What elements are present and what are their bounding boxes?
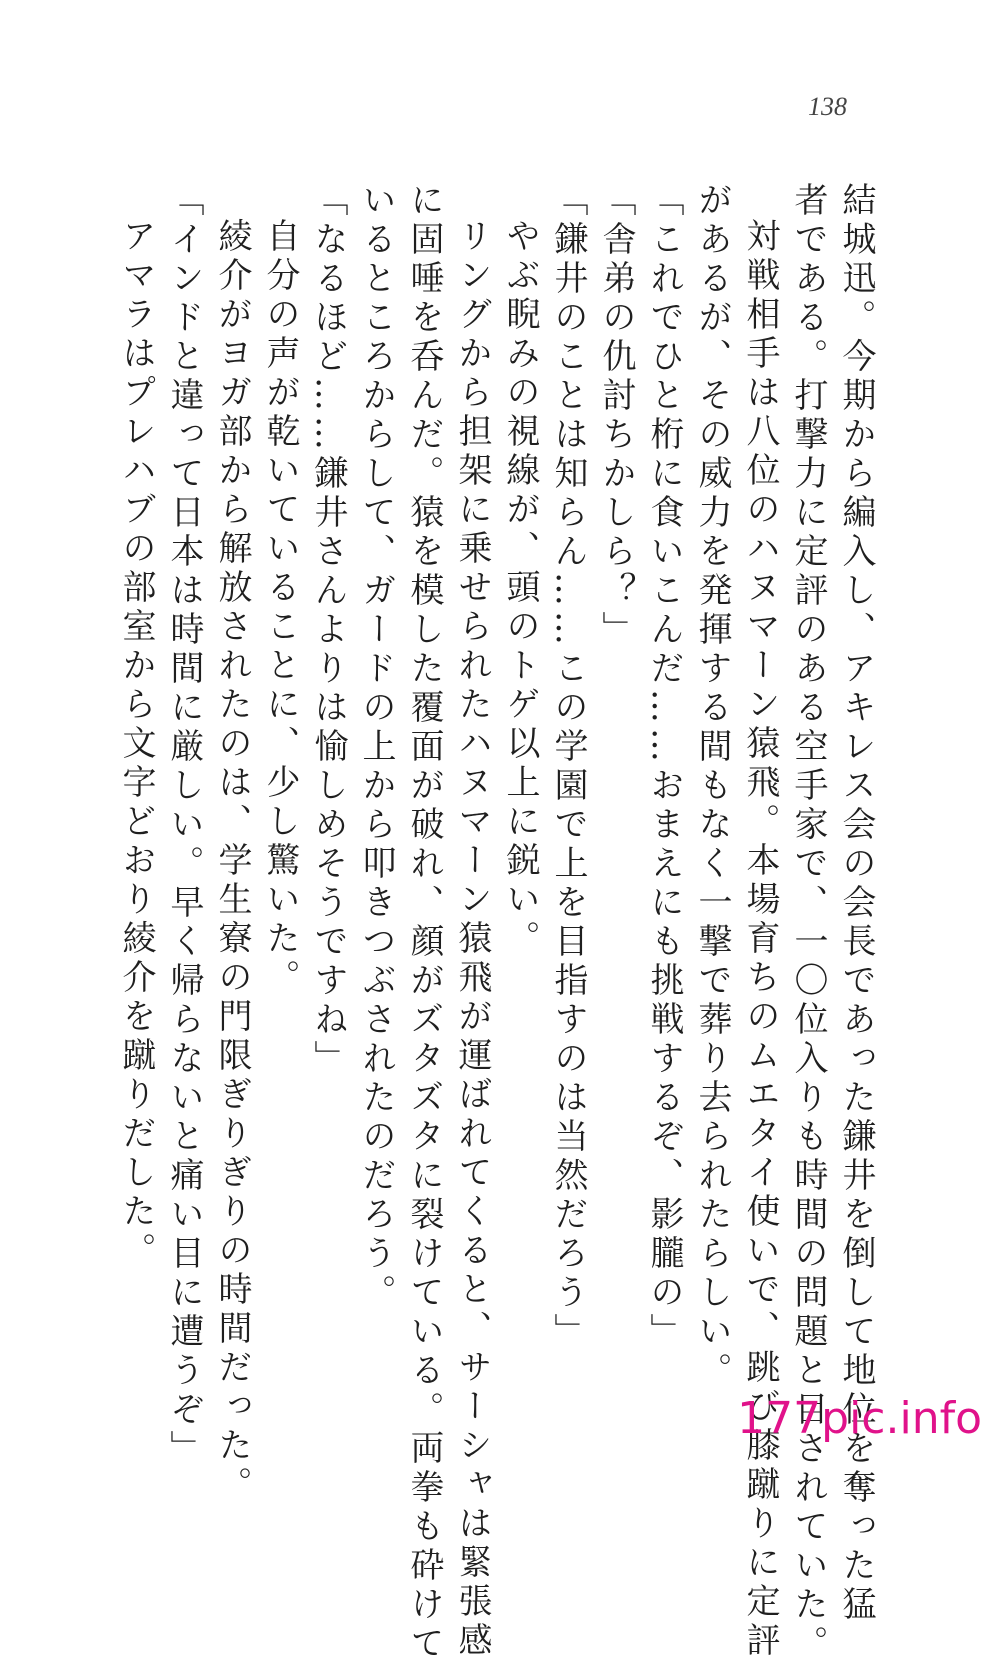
text-line: 対戦相手は八位のハヌマーン猿飛。本場育ちのムエタイ使いで、跳び膝蹴りに定評: [740, 218, 780, 1661]
text-line: 自分の声が乾いていることに、少し驚いた。: [260, 218, 300, 998]
text-line: 「なるほど……鎌井さんよりは愉しめそうですね」: [308, 182, 348, 1079]
text-line: リングから担架に乗せられたハヌマーン猿飛が運ばれてくると、サーシャは緊張感: [452, 218, 492, 1661]
text-line: 「インドと違って日本は時間に厳しい。早く帰らないと痛い目に遭うぞ」: [164, 182, 204, 1469]
text-line: アマラはプレハブの部室から文字どおり綾介を蹴りだした。: [116, 218, 156, 1271]
page-number: 138: [808, 92, 847, 121]
text-line: 綾介がヨガ部から解放されたのは、学生寮の門限ぎりぎりの時間だった。: [212, 218, 252, 1505]
text-line: いるところからして、ガードの上から叩きつぶされたのだろう。: [356, 182, 396, 1313]
text-line: があるが、その威力を発揮する間もなく一撃で葬り去られたらしい。: [692, 182, 732, 1391]
text-line: 「舎弟の仇討ちかしら？」: [596, 182, 636, 650]
text-line: やぶ睨みの視線が、頭のトゲ以上に鋭い。: [500, 218, 540, 959]
watermark-text: 177pic.info: [737, 1393, 982, 1444]
text-line: 「これでひと桁に食いこんだ……おまえにも挑戦するぞ、影朧の」: [644, 182, 684, 1352]
text-line: 結城迅。今期から編入し、アキレス会の会長であった鎌井を倒して地位を奪った猛: [836, 182, 876, 1625]
text-line: に固唾を呑んだ。猿を模した覆面が破れ、顔がズタズタに裂けている。両拳も砕けて: [404, 182, 444, 1664]
text-line: 者である。打撃力に定評のある空手家で、一〇位入りも時間の問題と目されていた。: [788, 182, 828, 1664]
text-line: 「鎌井のことは知らん……この学園で上を目指すのは当然だろう」: [548, 182, 588, 1352]
